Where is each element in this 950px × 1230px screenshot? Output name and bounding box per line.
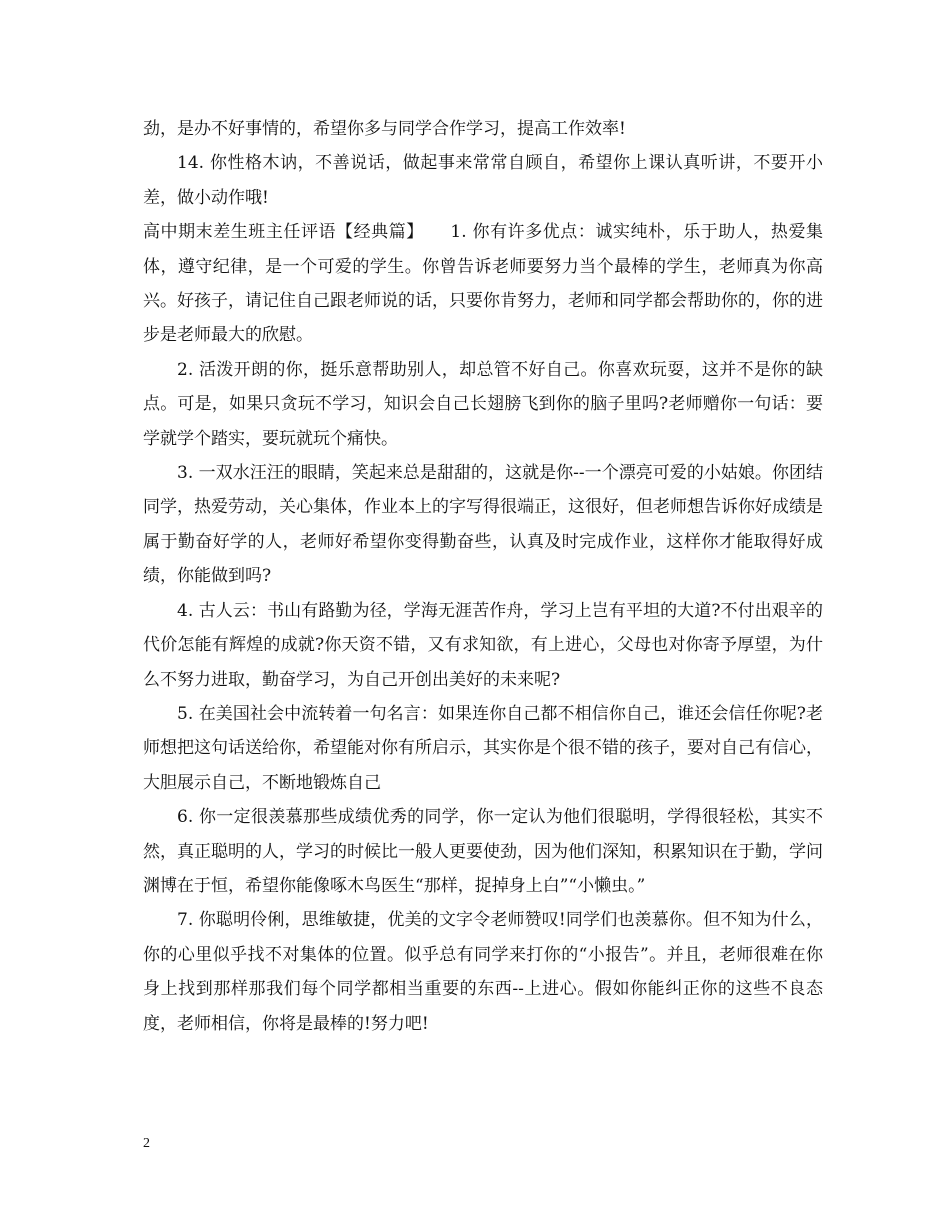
paragraph-item-4: 4. 古人云：书山有路勤为径，学海无涯苦作舟，学习上岂有平坦的大道?不付出艰辛的代价怎能有辉煌的成就?你天资不错，又有求知欲，有上进心，父母也对你寄予厚望，为什么不努力进取，勤奋学习，为自己开创出美好的未来呢?: [143, 600, 823, 690]
document-body: [143, 112, 823, 1041]
page-number: 2: [143, 1136, 150, 1151]
paragraph-item-6: 6. 你一定很羡慕那些成绩优秀的同学，你一定认为他们很聪明，学得很轻松，其实不然，真正聪明的人，学习的时候比一般人更要使劲，因为他们深知，积累知识在于勤，学问渊博在于恒，希望你能像啄木鸟医生“那样，捉掉身上白”“小懒虫。”: [143, 807, 823, 896]
paragraph-heading-item-1: 高中期末差生班主任评语【经典篇】 1. 你有许多优点：诚实纯朴，乐于助人，热爱集体，遵守纪律，是一个可爱的学生。你曾告诉老师要努力当个最棒的学生，老师真为你高兴。好孩子，请记住自己跟老师说的话，只要你肯努力，老师和同学都会帮助你的，你的进步是老师最大的欣慰。: [143, 222, 823, 346]
paragraph-item-2: 2. 活泼开朗的你，挺乐意帮助别人，却总管不好自己。你喜欢玩耍，这并不是你的缺点。可是，如果只贪玩不学习，知识会自己长翅膀飞到你的脑子里吗?老师赠你一句话：要学就学个踏实，要玩就玩个痛快。: [143, 359, 823, 449]
paragraph-item-7: 7. 你聪明伶俐，思维敏捷，优美的文字令老师赞叹!同学们也羡慕你。但不知为什么，你的心里似乎找不对集体的位置。似乎总有同学来打你的“小报告”。并且，老师很难在你身上找到那样那我们每个同学都相当重要的东西--上进心。假如你能纠正你的这些不良态度，老师相信，你将是最棒的!努力吧!: [143, 910, 823, 1034]
paragraph-item-3: 3. 一双水汪汪的眼睛，笑起来总是甜甜的，这就是你--一个漂亮可爱的小姑娘。你团结同学，热爱劳动，关心集体，作业本上的字写得很端正，这很好，但老师想告诉你好成绩是属于勤奋好学的人，老师好希望你变得勤奋些，认真及时完成作业，这样你才能取得好成绩，你能做到吗?: [143, 463, 823, 587]
paragraph-item-14: 14. 你性格木讷，不善说话，做起事来常常自顾自，希望你上课认真听讲，不要开小差，做小动作哦!: [143, 153, 823, 208]
paragraph-continuation: 劲，是办不好事情的，希望你多与同学合作学习，提高工作效率!: [143, 119, 626, 139]
paragraph-item-5: 5. 在美国社会中流转着一句名言：如果连你自己都不相信你自己，谁还会信任你呢?老师想把这句话送给你，希望能对你有所启示，其实你是个很不错的孩子，要对自己有信心，大胆展示自己，不断地锻炼自己: [143, 703, 823, 793]
